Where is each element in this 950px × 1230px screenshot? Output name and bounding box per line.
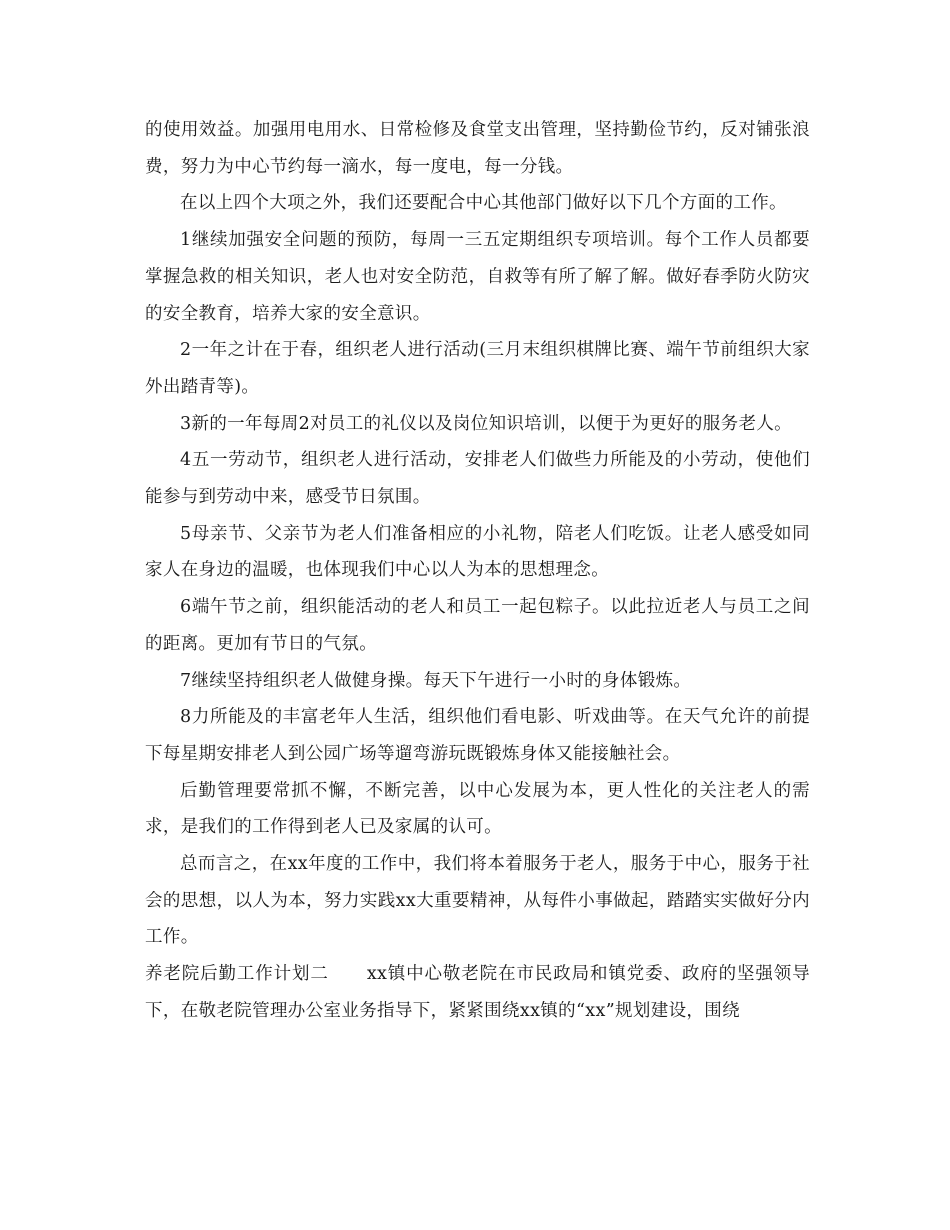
document-body (145, 112, 810, 1030)
paragraph-item-4: 4五一劳动节，组织老人进行活动，安排老人们做些力所能及的小劳动，使他们能参与到劳动中来，感受节日氛围。 (145, 450, 810, 508)
paragraph-item-6: 6端午节之前，组织能活动的老人和员工一起包粽子。以此拉近老人与员工之间的距离。更加有节日的气氛。 (145, 597, 810, 654)
section-heading: 养老院后勤工作计划二 (145, 964, 329, 985)
paragraph-plan-two (145, 956, 810, 1029)
paragraph-item-8: 8力所能及的丰富老年人生活，组织他们看电影、听戏曲等。在天气允许的前提下每星期安排老人到公园广场等遛弯游玩既锻炼身体又能接触社会。 (145, 707, 810, 764)
section-body-text: xx镇中心敬老院在市民政局和镇党委、政府的坚强领导下，在敬老院管理办公室业务指导下，紧紧围绕xx镇的“xx”规划建设，围绕 (145, 964, 810, 1021)
paragraph-item-5: 5母亲节、父亲节为老人们准备相应的小礼物，陪老人们吃饭。让老人感受如同家人在身边的温暖，也体现我们中心以人为本的思想理念。 (145, 523, 810, 581)
paragraph-summary: 后勤管理要常抓不懈，不断完善，以中心发展为本，更人性化的关注老人的需求，是我们的工作得到老人已及家属的认可。 (145, 780, 810, 838)
paragraph-continuation: 的使用效益。加强用电用水、日常检修及食堂支出管理，坚持勤俭节约，反对铺张浪费，努力为中心节约每一滴水，每一度电，每一分钱。 (145, 120, 810, 177)
paragraph-item-2: 2一年之计在于春，组织老人进行活动(三月末组织棋牌比赛、端午节前组织大家外出踏青等)。 (145, 340, 810, 397)
paragraph-item-3: 3新的一年每周2对员工的礼仪以及岗位知识培训，以便于为更好的服务老人。 (180, 413, 793, 434)
paragraph-intro: 在以上四个大项之外，我们还要配合中心其他部门做好以下几个方面的工作。 (180, 193, 787, 214)
paragraph-item-1: 1继续加强安全问题的预防，每周一三五定期组织专项培训。每个工作人员都要掌握急救的相关知识，老人也对安全防范，自救等有所了解了解。做好春季防火防灾的安全教育，培养大家的安全意识。 (145, 230, 810, 324)
paragraph-item-7: 7继续坚持组织老人做健身操。每天下午进行一小时的身体锻炼。 (180, 670, 692, 691)
paragraph-conclusion: 总而言之，在xx年度的工作中，我们将本着服务于老人，服务于中心，服务于社会的思想，以人为本，努力实践xx大重要精神，从每件小事做起，踏踏实实做好分内工作。 (145, 854, 810, 948)
